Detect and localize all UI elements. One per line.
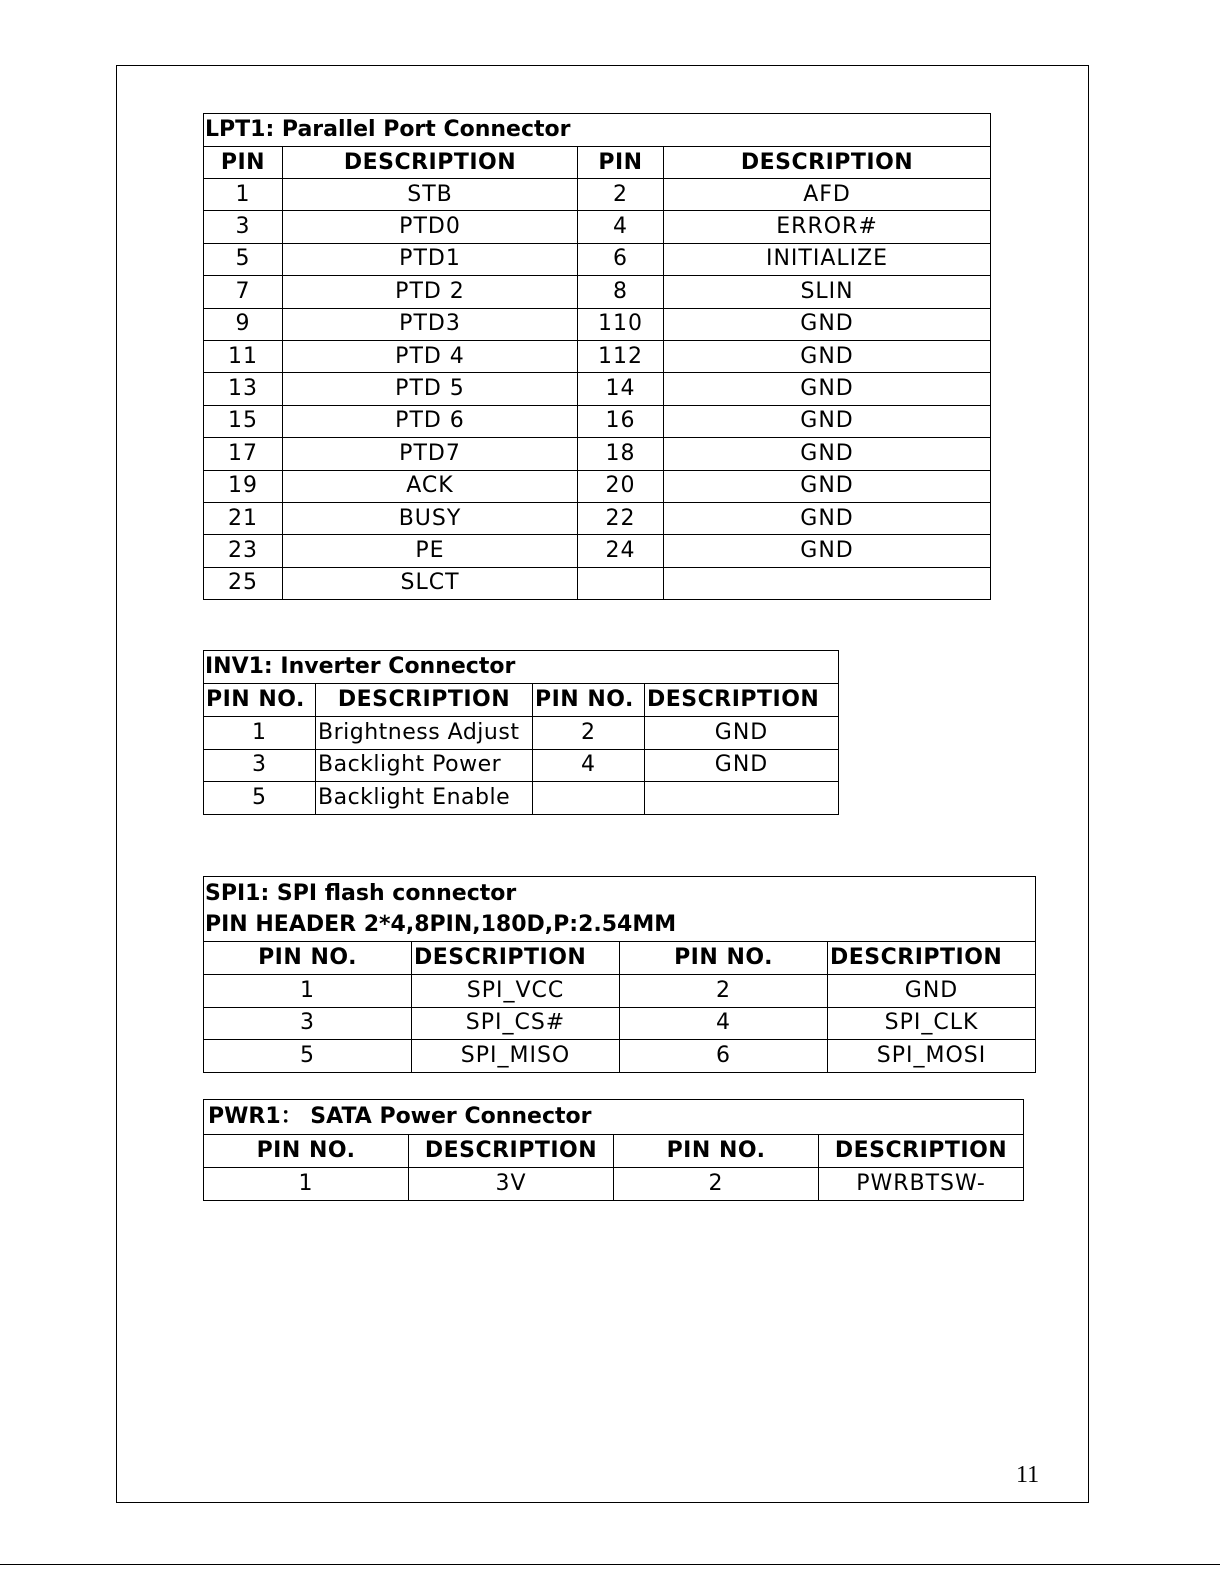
description-cell: PTD1 xyxy=(283,243,578,275)
pin-cell: 3 xyxy=(204,1007,412,1040)
column-header: PIN NO. xyxy=(620,942,828,975)
pin-cell: 6 xyxy=(578,243,664,275)
description-cell: GND xyxy=(664,502,991,534)
pin-cell: 22 xyxy=(578,502,664,534)
description-cell: Backlight Enable xyxy=(316,782,533,815)
description-cell: AFD xyxy=(664,179,991,211)
table-row xyxy=(204,470,991,502)
table-row xyxy=(204,1007,1036,1040)
description-cell: PTD 5 xyxy=(283,373,578,405)
table-subtitle: PIN HEADER 2*4,8PIN,180D,P:2.54MM xyxy=(205,911,677,937)
column-header: PIN NO. xyxy=(204,684,316,717)
table-row xyxy=(204,308,991,340)
pin-cell: 3 xyxy=(204,749,316,782)
column-header: PIN xyxy=(578,147,664,179)
description-cell: Brightness Adjust xyxy=(316,717,533,750)
spi1-table xyxy=(203,876,1036,1073)
table-row xyxy=(204,179,991,211)
description-cell: GND xyxy=(664,535,991,567)
pin-cell: 1 xyxy=(204,717,316,750)
column-header: DESCRIPTION xyxy=(283,147,578,179)
pin-cell: 9 xyxy=(204,308,283,340)
description-cell: PTD 2 xyxy=(283,276,578,308)
pin-cell: 2 xyxy=(578,179,664,211)
header-row xyxy=(204,684,839,717)
description-cell: ERROR# xyxy=(664,211,991,243)
description-cell: BUSY xyxy=(283,502,578,534)
pin-cell: 1 xyxy=(204,1168,409,1201)
header-row xyxy=(204,147,991,179)
pin-cell: 2 xyxy=(620,975,828,1008)
description-cell: GND xyxy=(664,373,991,405)
pin-cell: 19 xyxy=(204,470,283,502)
table-row xyxy=(204,567,991,599)
lpt1-body xyxy=(204,114,991,600)
pin-cell: 112 xyxy=(578,340,664,372)
description-cell: SPI_MOSI xyxy=(828,1040,1036,1073)
pin-cell xyxy=(578,567,664,599)
table-row xyxy=(204,782,839,815)
pin-cell: 23 xyxy=(204,535,283,567)
inv1-table xyxy=(203,650,839,815)
description-cell: PTD 4 xyxy=(283,340,578,372)
pwr1-body xyxy=(204,1100,1024,1201)
spi1-body xyxy=(204,877,1036,1073)
column-header: DESCRIPTION xyxy=(645,684,839,717)
description-cell: SPI_VCC xyxy=(412,975,620,1008)
column-header: DESCRIPTION xyxy=(828,942,1036,975)
pin-cell: 6 xyxy=(620,1040,828,1073)
table-row xyxy=(204,975,1036,1008)
column-header: PIN NO. xyxy=(533,684,645,717)
table-title xyxy=(204,877,1036,942)
pin-cell: 5 xyxy=(204,782,316,815)
table-row xyxy=(204,340,991,372)
pin-cell xyxy=(533,782,645,815)
description-cell: GND xyxy=(645,717,839,750)
table-title: PWR1： SATA Power Connector xyxy=(204,1100,1024,1135)
pin-cell: 1 xyxy=(204,179,283,211)
pin-cell: 4 xyxy=(533,749,645,782)
column-header: DESCRIPTION xyxy=(412,942,620,975)
description-cell: PWRBTSW- xyxy=(819,1168,1024,1201)
pwr1-table xyxy=(203,1099,1024,1201)
description-cell: GND xyxy=(664,470,991,502)
column-header: DESCRIPTION xyxy=(409,1135,614,1168)
description-cell: SPI_CLK xyxy=(828,1007,1036,1040)
description-cell: GND xyxy=(664,438,991,470)
description-cell: Backlight Power xyxy=(316,749,533,782)
pin-cell: 24 xyxy=(578,535,664,567)
table-row xyxy=(204,211,991,243)
pin-cell: 20 xyxy=(578,470,664,502)
table-row xyxy=(204,438,991,470)
description-cell: SPI_CS# xyxy=(412,1007,620,1040)
pin-cell: 2 xyxy=(533,717,645,750)
table-row xyxy=(204,1040,1036,1073)
column-header: PIN NO. xyxy=(204,1135,409,1168)
table-row xyxy=(204,749,839,782)
description-cell: STB xyxy=(283,179,578,211)
pin-cell: 110 xyxy=(578,308,664,340)
column-header: PIN xyxy=(204,147,283,179)
column-header: PIN NO. xyxy=(204,942,412,975)
pin-cell: 18 xyxy=(578,438,664,470)
table-row xyxy=(204,243,991,275)
column-header: DESCRIPTION xyxy=(316,684,533,717)
table-title: LPT1: Parallel Port Connector xyxy=(204,114,991,147)
pin-cell: 11 xyxy=(204,340,283,372)
pin-cell: 7 xyxy=(204,276,283,308)
pin-cell: 25 xyxy=(204,567,283,599)
description-cell: PE xyxy=(283,535,578,567)
table-row xyxy=(204,276,991,308)
table-row xyxy=(204,373,991,405)
pin-cell: 3 xyxy=(204,211,283,243)
column-header: DESCRIPTION xyxy=(664,147,991,179)
description-cell: SPI_MISO xyxy=(412,1040,620,1073)
pin-cell: 4 xyxy=(578,211,664,243)
lpt1-table xyxy=(203,113,991,600)
description-cell: SLCT xyxy=(283,567,578,599)
pin-cell: 15 xyxy=(204,405,283,437)
pin-cell: 17 xyxy=(204,438,283,470)
pin-cell: 14 xyxy=(578,373,664,405)
pin-cell: 13 xyxy=(204,373,283,405)
description-cell: PTD 6 xyxy=(283,405,578,437)
column-header: DESCRIPTION xyxy=(819,1135,1024,1168)
pin-cell: 5 xyxy=(204,1040,412,1073)
description-cell xyxy=(664,567,991,599)
page-number: 11 xyxy=(1016,1462,1040,1488)
description-cell: GND xyxy=(664,340,991,372)
header-row xyxy=(204,942,1036,975)
table-title-line: SPI1: SPI flash connector xyxy=(205,880,517,906)
pin-cell: 8 xyxy=(578,276,664,308)
description-cell: INITIALIZE xyxy=(664,243,991,275)
table-title: INV1: Inverter Connector xyxy=(204,651,839,684)
description-cell: GND xyxy=(645,749,839,782)
description-cell: ACK xyxy=(283,470,578,502)
header-row xyxy=(204,1135,1024,1168)
description-cell: 3V xyxy=(409,1168,614,1201)
inv1-body xyxy=(204,651,839,815)
description-cell: SLIN xyxy=(664,276,991,308)
description-cell: PTD7 xyxy=(283,438,578,470)
description-cell xyxy=(645,782,839,815)
pin-cell: 4 xyxy=(620,1007,828,1040)
pin-cell: 5 xyxy=(204,243,283,275)
table-row xyxy=(204,717,839,750)
description-cell: PTD3 xyxy=(283,308,578,340)
pin-cell: 1 xyxy=(204,975,412,1008)
bottom-rule xyxy=(0,1564,1220,1565)
description-cell: GND xyxy=(828,975,1036,1008)
table-row xyxy=(204,1168,1024,1201)
table-row xyxy=(204,405,991,437)
pin-cell: 2 xyxy=(614,1168,819,1201)
description-cell: GND xyxy=(664,405,991,437)
column-header: PIN NO. xyxy=(614,1135,819,1168)
table-row xyxy=(204,502,991,534)
table-row xyxy=(204,535,991,567)
description-cell: PTD0 xyxy=(283,211,578,243)
description-cell: GND xyxy=(664,308,991,340)
pin-cell: 16 xyxy=(578,405,664,437)
pin-cell: 21 xyxy=(204,502,283,534)
